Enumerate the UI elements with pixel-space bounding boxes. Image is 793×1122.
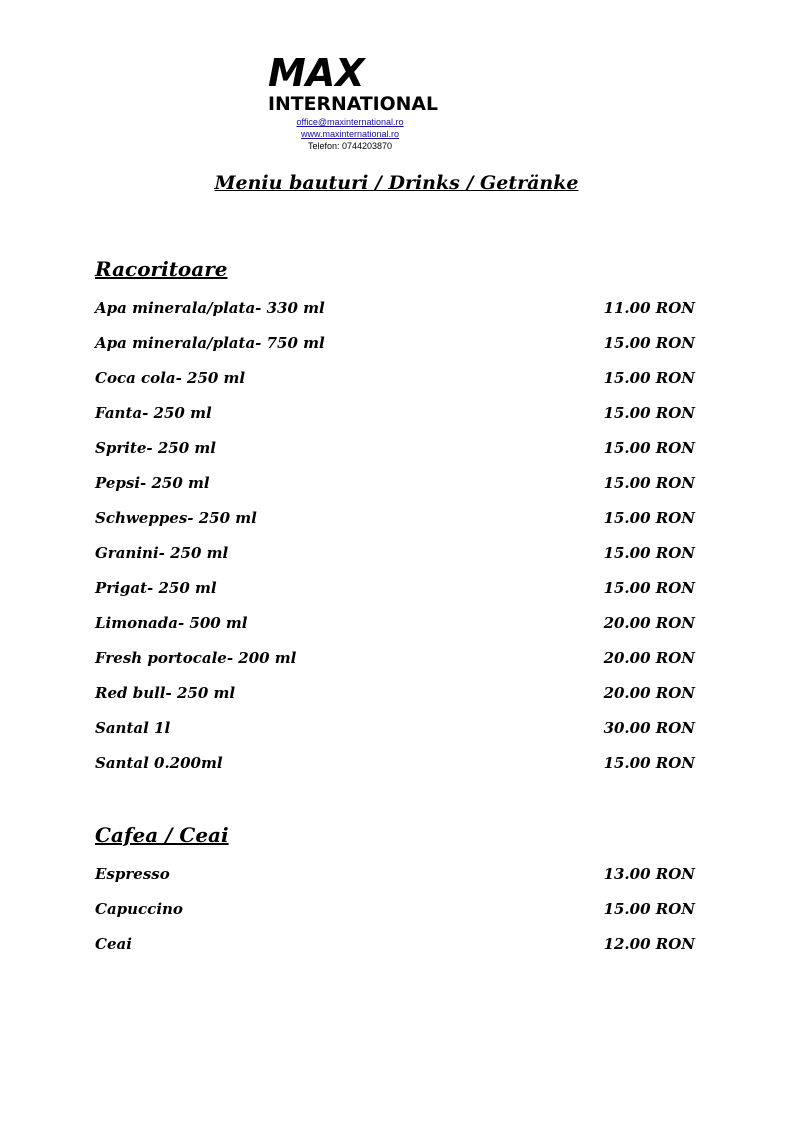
item-name: Schweppes- 250 ml	[95, 509, 257, 527]
item-name: Granini- 250 ml	[95, 544, 229, 562]
menu-item	[95, 649, 695, 669]
item-name: Limonada- 500 ml	[95, 614, 248, 632]
item-price: 15.00 RON	[603, 334, 695, 352]
item-price: 12.00 RON	[603, 935, 695, 953]
website-link[interactable]: www.maxinternational.ro	[300, 129, 400, 139]
section-title-racoritoare: Racoritoare	[95, 257, 228, 281]
item-name: Fresh portocale- 200 ml	[95, 649, 297, 667]
menu-item	[95, 900, 695, 920]
menu-item	[95, 579, 695, 599]
logo-line1: MAX	[268, 52, 365, 95]
menu-item	[95, 935, 695, 955]
item-name: Pepsi- 250 ml	[95, 474, 210, 492]
item-price: 15.00 RON	[603, 900, 695, 918]
contact-block	[270, 116, 430, 152]
item-name: Capuccino	[95, 900, 183, 918]
item-name: Prigat- 250 ml	[95, 579, 217, 597]
item-name: Apa minerala/plata- 330 ml	[95, 299, 325, 317]
item-price: 15.00 RON	[603, 754, 695, 772]
item-name: Santal 1l	[95, 719, 171, 737]
item-price: 15.00 RON	[603, 404, 695, 422]
menu-item	[95, 544, 695, 564]
item-price: 11.00 RON	[603, 299, 695, 317]
item-name: Espresso	[95, 865, 170, 883]
item-price: 15.00 RON	[603, 439, 695, 457]
email-link[interactable]: office@maxinternational.ro	[296, 117, 404, 127]
max-international-logo	[266, 52, 446, 112]
menu-title: Meniu bauturi / Drinks / Getränke	[214, 172, 579, 194]
item-name: Fanta- 250 ml	[95, 404, 212, 422]
menu-item	[95, 404, 695, 424]
item-price: 15.00 RON	[603, 369, 695, 387]
item-price: 15.00 RON	[603, 579, 695, 597]
item-name: Santal 0.200ml	[95, 754, 223, 772]
menu-item	[95, 334, 695, 354]
logo-line2: INTERNATIONAL	[268, 93, 438, 112]
menu-item	[95, 719, 695, 739]
item-name: Apa minerala/plata- 750 ml	[95, 334, 325, 352]
item-name: Coca cola- 250 ml	[95, 369, 246, 387]
item-name: Red bull- 250 ml	[95, 684, 236, 702]
item-price: 30.00 RON	[603, 719, 695, 737]
section-title-cafea-ceai: Cafea / Ceai	[95, 823, 229, 847]
phone-text: Telefon: 0744203870	[307, 141, 393, 151]
item-price: 15.00 RON	[603, 474, 695, 492]
item-price: 20.00 RON	[603, 614, 695, 632]
menu-item	[95, 754, 695, 774]
menu-item	[95, 684, 695, 704]
item-price: 13.00 RON	[603, 865, 695, 883]
item-price: 20.00 RON	[603, 684, 695, 702]
menu-item	[95, 614, 695, 634]
menu-item	[95, 509, 695, 529]
menu-item	[95, 299, 695, 319]
item-price: 15.00 RON	[603, 509, 695, 527]
item-price: 15.00 RON	[603, 544, 695, 562]
item-name: Sprite- 250 ml	[95, 439, 216, 457]
menu-item	[95, 439, 695, 459]
item-name: Ceai	[95, 935, 132, 953]
menu-item	[95, 865, 695, 885]
item-price: 20.00 RON	[603, 649, 695, 667]
menu-item	[95, 369, 695, 389]
menu-item	[95, 474, 695, 494]
